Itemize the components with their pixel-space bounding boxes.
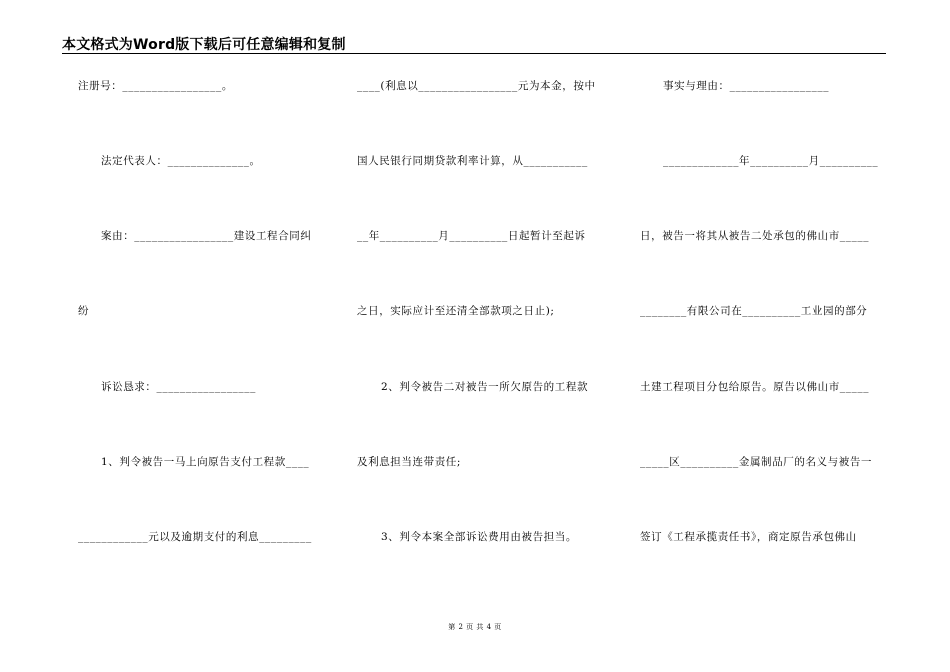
text-line: 诉讼恳求：_________________ xyxy=(101,381,256,393)
text-line: 国人民银行同期贷款利率计算，从___________ xyxy=(357,155,588,167)
header-divider xyxy=(62,53,886,54)
text-line: 之日，实际应计至还清全部款项之日止); xyxy=(357,305,555,317)
text-line: ________有限公司在__________工业园的部分 xyxy=(640,305,868,317)
text-line: __年__________月__________日起暂计至起诉 xyxy=(357,230,586,242)
text-line: 事实与理由：_________________ xyxy=(663,80,830,92)
text-line: 纷 xyxy=(78,305,90,317)
text-line: 3、判令本案全部诉讼费用由被告担当。 xyxy=(381,531,577,543)
text-line: 及利息担当连带责任; xyxy=(357,456,462,468)
text-line: 土建工程项目分包给原告。原告以佛山市_____ xyxy=(640,381,870,393)
text-line: 签订《工程承揽责任书》，商定原告承包佛山 xyxy=(640,531,857,543)
text-line: 法定代表人：______________。 xyxy=(101,155,261,167)
page-number: 第 2 页 共 4 页 xyxy=(448,623,502,631)
text-line: _____区__________金属制品厂的名义与被告一 xyxy=(640,456,873,468)
text-line: 日，被告一将其从被告二处承包的佛山市_____ xyxy=(640,230,870,242)
header-title: 本文格式为Word版下载后可任意编辑和复制 xyxy=(62,37,346,53)
text-line: ____(利息以_________________元为本金，按中 xyxy=(357,80,596,92)
text-line: 2、判令被告二对被告一所欠原告的工程款 xyxy=(381,381,589,393)
text-line: 1、判令被告一马上向原告支付工程款____ xyxy=(101,456,310,468)
text-line: 注册号：_________________。 xyxy=(78,80,233,92)
text-line: 案由：_________________建设工程合同纠 xyxy=(101,230,312,242)
text-line: ____________元以及逾期支付的利息_________ xyxy=(78,531,312,543)
text-line: _____________年__________月__________ xyxy=(663,155,879,167)
